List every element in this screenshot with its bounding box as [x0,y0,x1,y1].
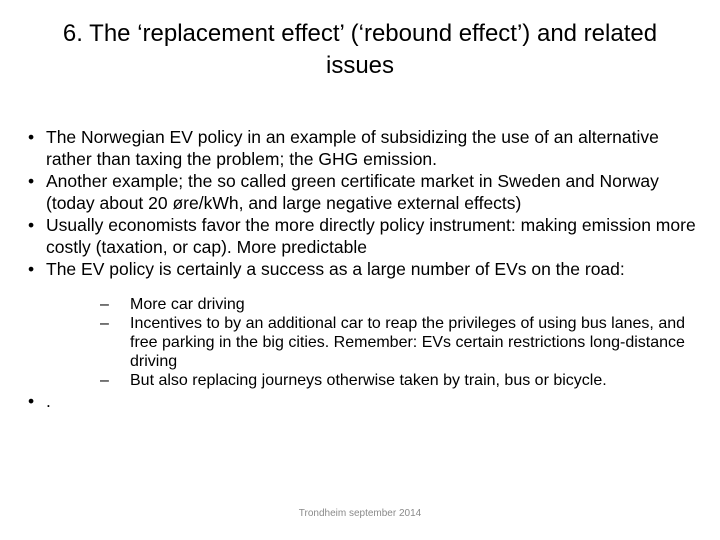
bullet-text: The Norwegian EV policy in an example of subsidizing the use of an alternative rather than taxing the problem; the GHG emission. [46,127,659,169]
dash-icon: – [100,296,109,313]
bullet-item [28,258,700,280]
bullet-text: Another example; the so called green certificate market in Sweden and Norway (today about 20 øre/kWh, and large negative external effects) [46,171,659,213]
sub-bullet-item [28,371,700,390]
bullet-item [28,126,700,170]
bullet-item [28,170,700,214]
bullet-icon: • [28,127,35,147]
bullet-icon: • [28,391,35,411]
bullet-icon: • [28,259,35,279]
dash-icon: – [100,315,109,332]
bullet-item [28,214,700,258]
dash-icon: – [100,372,109,389]
sub-bullet-text: More car driving [130,296,245,313]
bullet-icon: • [28,215,35,235]
sub-bullet-text: Incentives to by an additional car to reap the privileges of using bus lanes, and free parking in the big cities. Remember: EVs certain restrictions long-distance driving [130,315,686,370]
bullet-icon: • [28,171,35,191]
bullet-text: Usually economists favor the more directly policy instrument: making emission more costly (taxation, or cap). More predictable [46,215,696,257]
bullet-text: . [46,391,51,411]
sub-bullet-item [28,314,700,371]
bullet-item [28,390,700,412]
slide-title: 6. The ‘replacement effect’ (‘rebound effect’) and related issues [62,20,658,79]
bullet-text: The EV policy is certainly a success as a large number of EVs on the road: [46,259,625,279]
sub-bullet-item [28,295,700,314]
slide-body [28,126,700,412]
sub-bullet-text: But also replacing journeys otherwise taken by train, bus or bicycle. [130,372,607,389]
slide-footer: Trondheim september 2014 [298,508,422,519]
